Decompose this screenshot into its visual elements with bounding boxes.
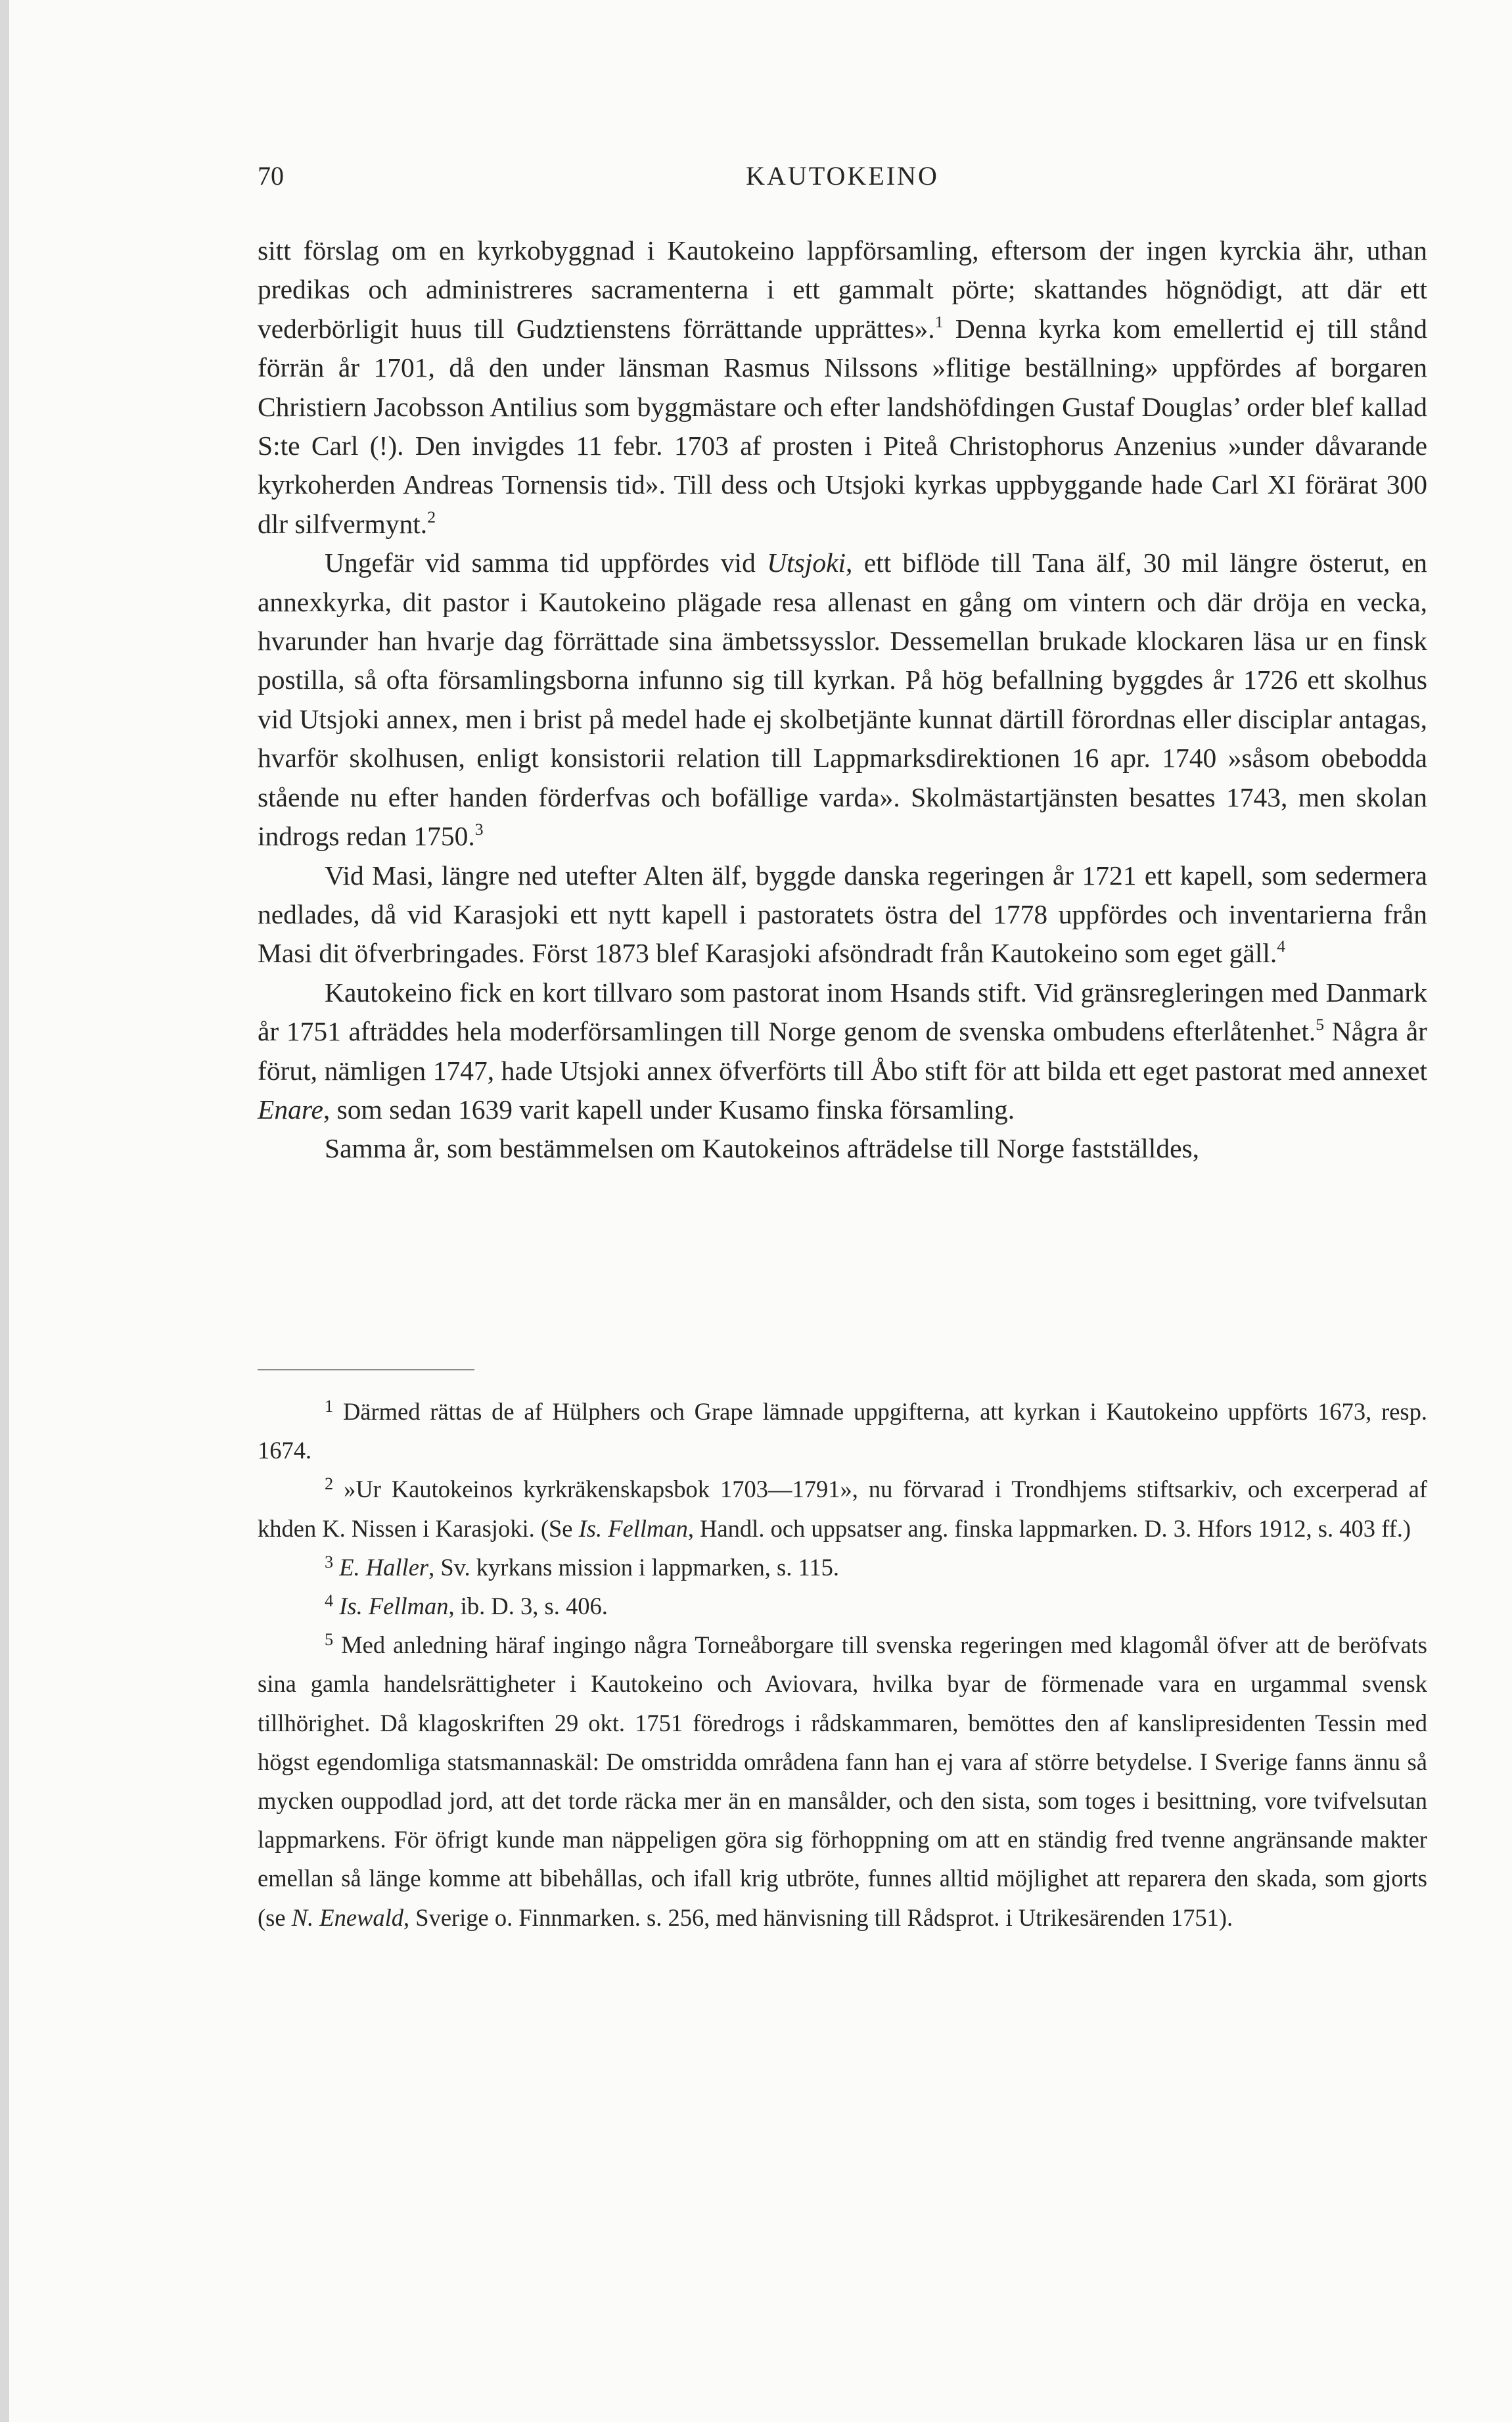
- footnote-ref: 2: [427, 507, 436, 526]
- text-run: Vid Masi, längre ned utefter Alten älf, byggde danska regeringen år 1721 ett kapell, som sedermera nedlades, då vid Karasjoki ett nytt kapell i pastoratets östra del 1778 uppfördes och inventarierna från Masi dit öfverbringades. Först 1873 blef Karasjoki afsöndradt från Kautokeino som eget gäll.: [258, 860, 1427, 969]
- running-header: [258, 160, 1427, 200]
- footnote: [258, 1470, 1427, 1547]
- text-run: Kautokeino fick en kort tillvaro som pastorat inom Hsands stift. Vid gränsregleringen med Danmark år 1751 afträddes hela moderförsamlingen till Norge genom de svenska ombudens efterlåtenhet.: [258, 977, 1427, 1047]
- footnote-ref: 4: [1277, 937, 1286, 956]
- italic-author: Is. Fellman: [578, 1514, 688, 1542]
- text-run: Samma år, som bestämmelsen om Kautokeinos afträdelse till Norge fastställdes,: [325, 1133, 1200, 1164]
- footnote-number: 4: [325, 1591, 334, 1611]
- text-run: Därmed rättas de af Hülphers och Grape lämnade uppgifterna, att kyrkan i Kautokeino uppförts 1673, resp. 1674.: [258, 1398, 1427, 1464]
- page-number: 70: [258, 161, 284, 191]
- footnote-number: 2: [325, 1474, 334, 1494]
- running-title: KAUTOKEINO: [746, 161, 939, 191]
- text-run: [333, 1593, 339, 1619]
- footnote: [258, 1625, 1427, 1937]
- italic-place-name: Utsjoki: [767, 547, 846, 578]
- italic-author: N. Enewald: [291, 1903, 404, 1931]
- footnote-number: 3: [325, 1552, 334, 1572]
- italic-author: E. Haller: [339, 1553, 429, 1581]
- footnote: [258, 1587, 1427, 1625]
- text-run: , som sedan 1639 varit kapell under Kusamo finska församling.: [323, 1094, 1015, 1125]
- footnote-ref: 3: [474, 820, 484, 839]
- footnote: [258, 1548, 1427, 1587]
- text-run: , ib. D. 3, s. 406.: [448, 1593, 608, 1620]
- italic-author: Is. Fellman: [339, 1593, 449, 1620]
- paragraph: [258, 1129, 1427, 1168]
- footnote-separator: [258, 1369, 474, 1370]
- paragraph: [258, 973, 1427, 1130]
- footnotes: [258, 1392, 1427, 1937]
- main-text: [258, 231, 1427, 1169]
- text-run: Med anledning häraf ingingo några Torneåborgare till svenska regeringen med klagomål öfver att de beröfvats sina gamla handelsrättigheter i Kautokeino och Aviovara, hvilka byar de förmenade vara en urgammal svensk tillhörighet. Då klagoskriften 29 okt. 1751 föredrogs i rådskammaren, bemöttes den af kanslipresidenten Tessin med högst egendomliga statsmannaskäl: De omstridda områdena fann han ej vara af större betydelse. I Sverige fanns ännu så mycken ouppodlad jord, att det torde räcka mer än en mansålder, och den sista, som toges i besittning, vore tvifvelsutan lappmarkens. För öfrigt kunde man näppeligen göra sig förhoppning om att en ständig fred tvenne angränsande makter emellan så länge komme att bibehållas, och ifall krig utbröte, funnes alltid möjlighet att reparera den skada, som gjorts (se: [258, 1631, 1427, 1931]
- text-run: , Sverige o. Finnmarken. s. 256, med hänvisning till Rådsprot. i Utrikesärenden 1751).: [403, 1903, 1233, 1931]
- footnote-number: 1: [325, 1397, 334, 1416]
- paragraph: [258, 544, 1427, 856]
- text-run: sitt förslag om en kyrkobyggnad i Kautokeino lappförsamling, eftersom der ingen kyrckia ähr, uthan predikas och administreres sacramenterna i ett gammalt pörte; skattandes högnödigt, att där ett vederbörligit huus till Gudztienstens förrättande upprättes».: [258, 235, 1427, 344]
- paragraph: [258, 231, 1427, 544]
- book-page: [9, 0, 1512, 2422]
- text-run: Ungefär vid samma tid uppfördes vid: [325, 547, 767, 578]
- text-run: »Ur Kautokeinos kyrkräkenskapsbok 1703—1791», nu förvarad i Trondhjems stiftsarkiv, och excerperad af khden K. Nissen i Karasjoki. (Se: [258, 1476, 1427, 1542]
- footnote-ref: 1: [934, 312, 944, 331]
- footnote-number: 5: [325, 1630, 334, 1650]
- footnote: [258, 1392, 1427, 1470]
- text-run: , Handl. och uppsatser ang. finska lappmarken. D. 3. Hfors 1912, s. 403 ff.): [687, 1514, 1411, 1542]
- text-run: [333, 1554, 339, 1581]
- paragraph: [258, 856, 1427, 973]
- text-run: Denna kyrka kom emellertid ej till stånd förrän år 1701, då den under länsman Rasmus Nilssons »flitige beställning» uppfördes af borgaren Christiern Jacobsson Antilius som byggmästare och efter landshöfdingen Gustaf Douglas’ order blef kallad S:te Carl (!). Den invigdes 11 febr. 1703 af prosten i Piteå Christophorus Anzenius »under dåvarande kyrkoherden Andreas Tornensis tid». Till dess och Utsjoki kyrkas uppbyggande hade Carl XI förärat 300 dlr silfvermynt.: [258, 313, 1428, 539]
- text-run: , ett biflöde till Tana älf, 30 mil längre österut, en annexkyrka, dit pastor i Kautokeino plägade resa allenast en gång om vintern och där dröja en vecka, hvarunder han hvarje dag förrättade sina ämbetssysslor. Dessemellan brukade klockaren läsa ur en finsk postilla, så ofta församlingsborna infunno sig till kyrkan. På hög befallning byggdes år 1726 ett skolhus vid Utsjoki annex, men i brist på medel hade ej skolbetjänte kunnat därtill förordnas eller disciplar antagas, hvarför skolhusen, enligt konsistorii relation till Lappmarksdirektionen 16 apr. 1740 »såsom obebodda stående nu efter handen förderfvas och bofällige varda». Skolmästartjänsten besattes 1743, men skolan indrogs redan 1750.: [258, 547, 1428, 852]
- text-run: , Sv. kyrkans mission i lappmarken, s. 115.: [428, 1553, 839, 1581]
- italic-place-name: Enare: [258, 1094, 323, 1125]
- text-run: Några år förut, nämligen 1747, hade Utsjoki annex öfverförts till Åbo stift för att bilda ett eget pastorat med annexet: [258, 1016, 1427, 1086]
- footnote-ref: 5: [1316, 1015, 1325, 1035]
